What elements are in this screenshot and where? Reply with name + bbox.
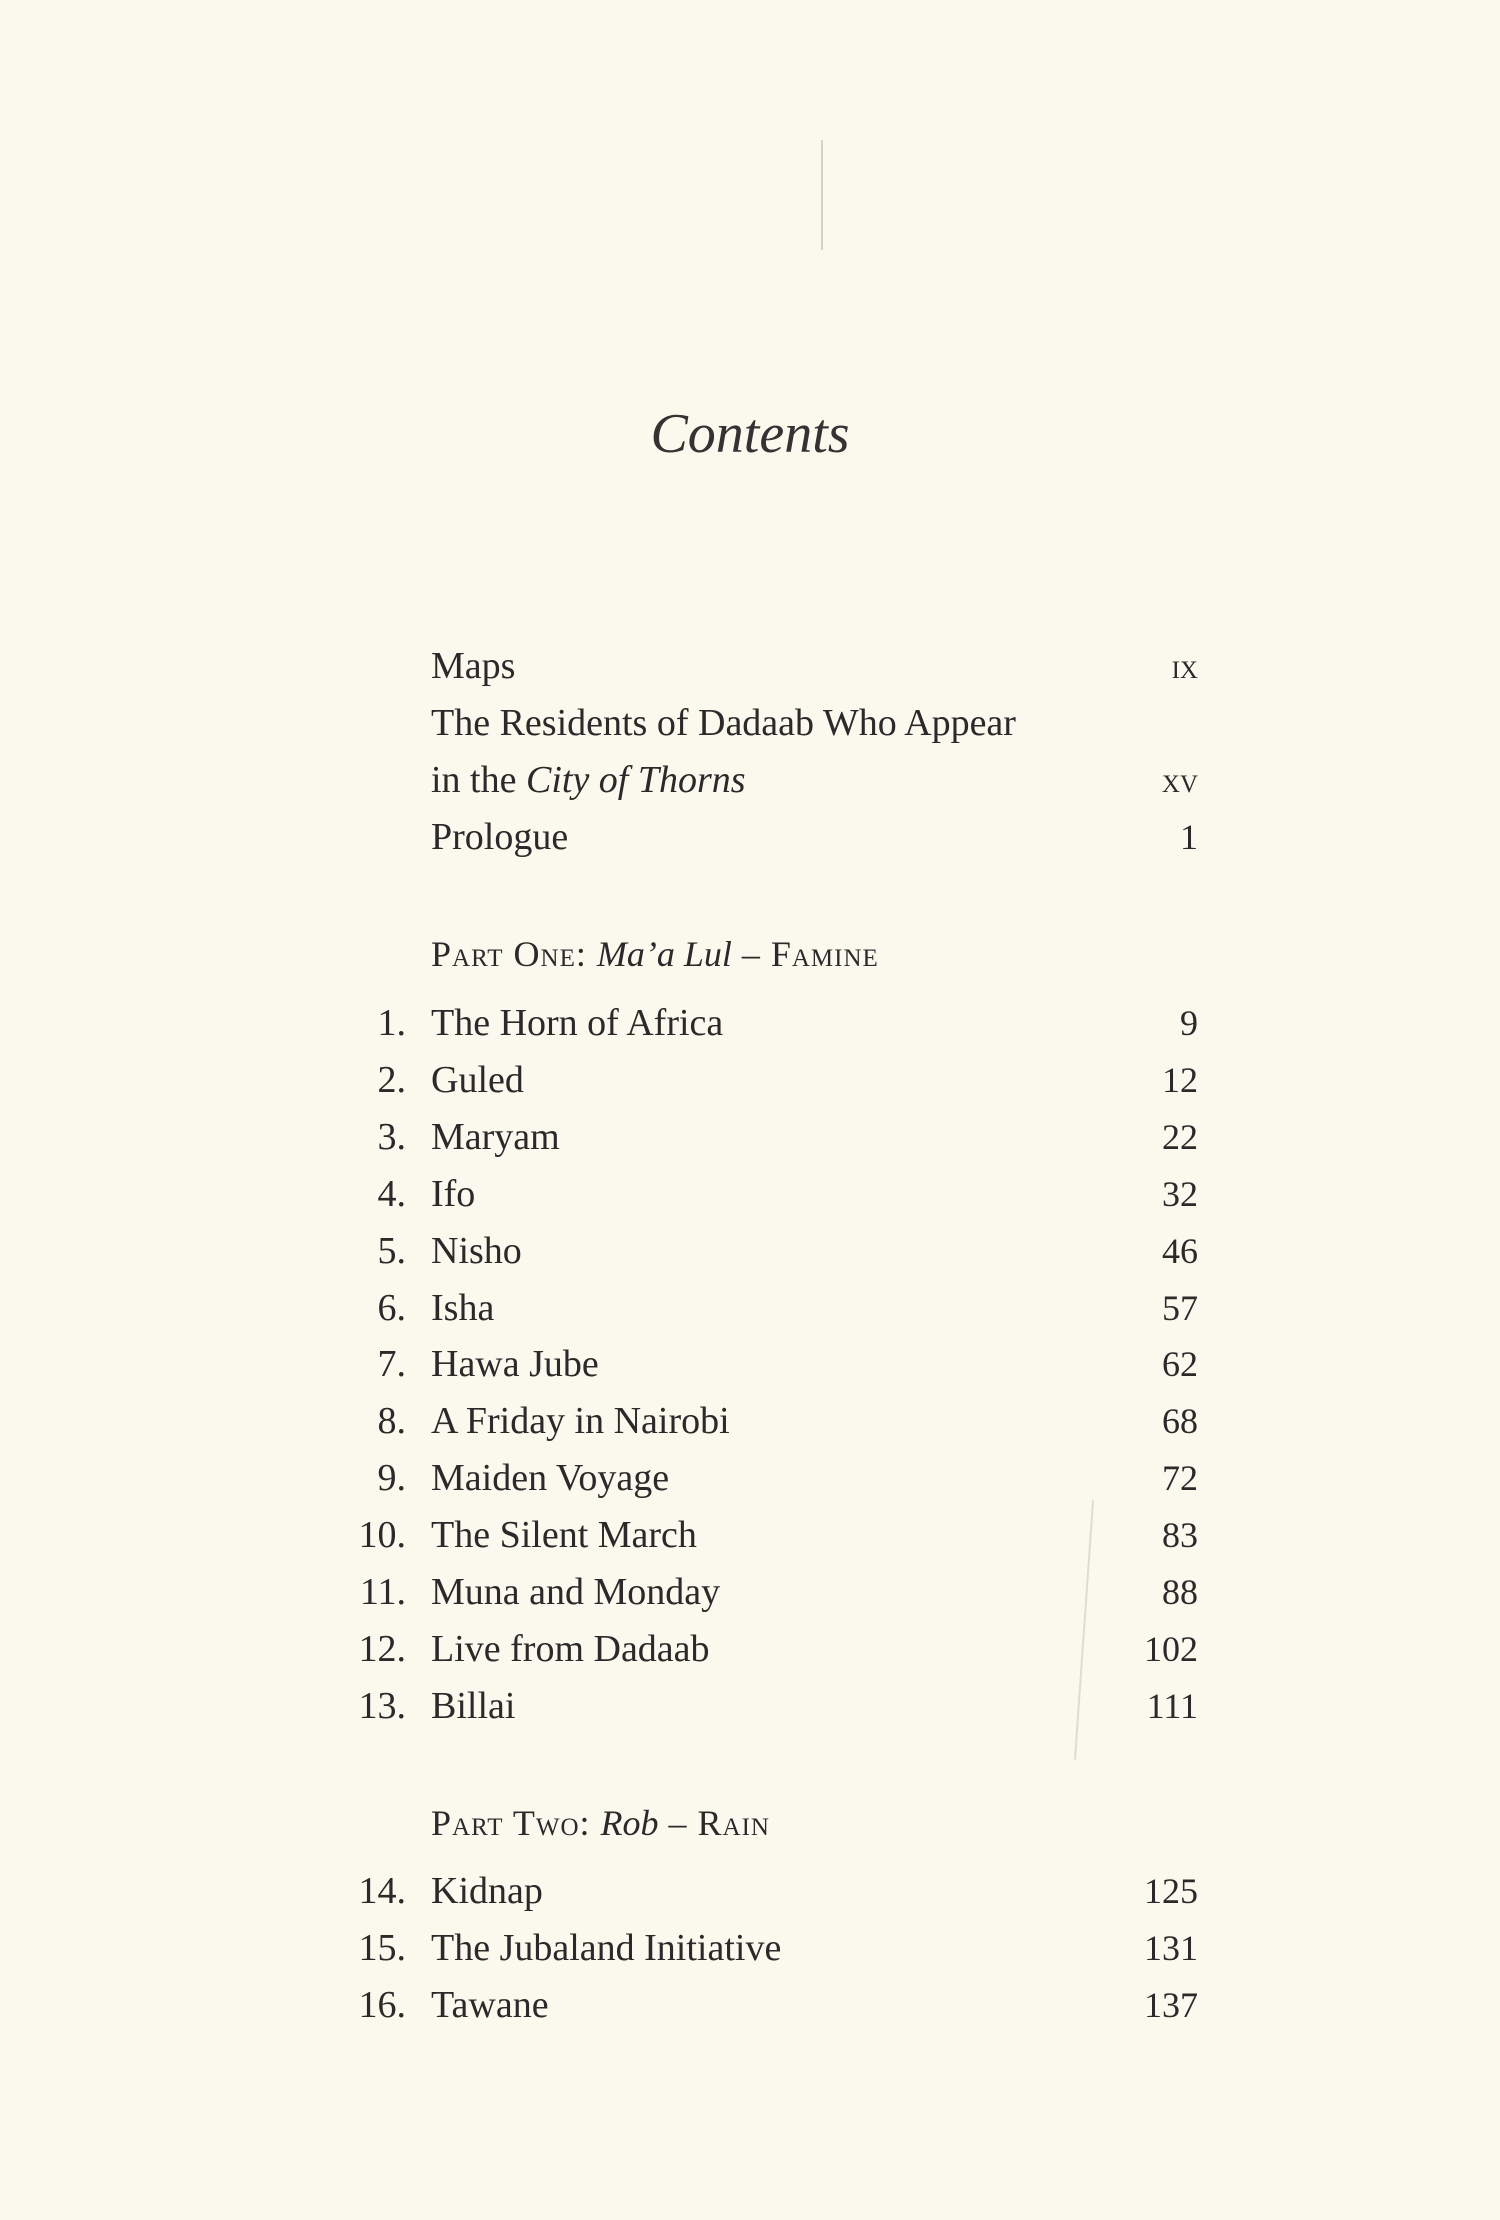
- chapter-page: 137: [1144, 1984, 1198, 2025]
- scan-mark: [821, 140, 823, 250]
- toc-entry-maps[interactable]: [0, 638, 1500, 695]
- chapter-number: 16.: [358, 1983, 406, 2026]
- chapter-title: Kidnap: [431, 1870, 543, 1912]
- entry-title: Prologue: [431, 816, 569, 858]
- chapter-title: Maiden Voyage: [431, 1457, 670, 1500]
- toc-entry-residents[interactable]: [0, 695, 1500, 752]
- toc-chapter-entry[interactable]: [0, 1223, 1500, 1280]
- chapter-page: 62: [1162, 1344, 1198, 1385]
- chapter-title: Isha: [431, 1286, 495, 1329]
- chapter-title: A Friday in Nairobi: [431, 1400, 730, 1443]
- toc-chapter-entry[interactable]: [0, 1977, 1500, 2034]
- chapter-number: 12.: [358, 1627, 406, 1670]
- toc-chapter-entry[interactable]: [0, 1450, 1500, 1507]
- part-one-heading[interactable]: Part One: Ma’a Lul – Famine: [431, 934, 879, 974]
- toc-chapter-entry[interactable]: [0, 995, 1500, 1052]
- entry-title: The Residents of Dadaab Who Appear: [431, 702, 1016, 744]
- chapter-page: 9: [1180, 1003, 1198, 1043]
- chapter-number: 3.: [377, 1115, 406, 1158]
- toc-chapter-entry[interactable]: [0, 1507, 1500, 1564]
- toc-chapter-entry[interactable]: [0, 1863, 1500, 1920]
- chapter-title: Maryam: [431, 1115, 560, 1158]
- chapter-page: 88: [1162, 1572, 1198, 1612]
- entry-page: ix: [1171, 646, 1198, 686]
- entry-title: Maps: [431, 645, 516, 687]
- contents-title: Contents: [650, 403, 850, 465]
- chapter-title: Tawane: [431, 1983, 549, 2026]
- chapter-title: The Jubaland Initiative: [431, 1926, 782, 1969]
- toc-chapter-entry[interactable]: [0, 1393, 1500, 1450]
- chapter-title: Guled: [431, 1058, 524, 1101]
- toc-chapter-entry[interactable]: [0, 1280, 1500, 1337]
- chapter-number: 6.: [377, 1286, 406, 1329]
- toc-chapter-entry[interactable]: [0, 1678, 1500, 1735]
- chapter-page: 68: [1162, 1401, 1198, 1442]
- chapter-page: 22: [1162, 1116, 1198, 1157]
- chapter-number: 2.: [377, 1058, 406, 1101]
- chapter-number: 8.: [377, 1400, 406, 1443]
- chapter-page: 32: [1162, 1173, 1198, 1214]
- chapter-page: 12: [1162, 1059, 1198, 1100]
- chapter-page: 131: [1144, 1927, 1198, 1968]
- toc-chapter-entry[interactable]: [0, 1052, 1500, 1109]
- chapter-page: 72: [1162, 1458, 1198, 1499]
- chapter-page: 46: [1162, 1230, 1198, 1271]
- chapter-title: The Horn of Africa: [431, 1002, 724, 1044]
- chapter-number: 13.: [358, 1684, 406, 1727]
- chapter-page: 102: [1144, 1628, 1198, 1669]
- entry-title: in the City of Thorns: [431, 759, 746, 801]
- part-two-heading[interactable]: Part Two: Rob – Rain: [431, 1803, 770, 1843]
- chapter-number: 7.: [377, 1343, 406, 1386]
- chapter-number: 1.: [377, 1002, 406, 1044]
- chapter-number: 10.: [358, 1514, 406, 1557]
- chapter-number: 4.: [377, 1172, 406, 1215]
- toc-chapter-entry[interactable]: [0, 1621, 1500, 1678]
- chapter-number: 5.: [377, 1229, 406, 1272]
- toc-entry-residents-continued[interactable]: [0, 752, 1500, 809]
- toc-chapter-entry[interactable]: [0, 1109, 1500, 1166]
- chapter-number: 14.: [358, 1870, 406, 1912]
- chapter-title: The Silent March: [431, 1514, 697, 1557]
- toc-chapter-entry[interactable]: [0, 1920, 1500, 1977]
- chapter-page: 111: [1146, 1685, 1198, 1726]
- chapter-number: 11.: [359, 1571, 406, 1613]
- chapter-title: Hawa Jube: [431, 1343, 599, 1386]
- chapter-title: Billai: [431, 1684, 516, 1727]
- chapter-title: Ifo: [431, 1172, 476, 1215]
- chapter-page: 125: [1144, 1871, 1198, 1911]
- chapter-title: Muna and Monday: [431, 1571, 721, 1613]
- entry-page: 1: [1180, 817, 1198, 857]
- toc-chapter-entry[interactable]: [0, 1336, 1500, 1393]
- entry-page: xv: [1161, 760, 1198, 800]
- chapter-page: 83: [1162, 1515, 1198, 1556]
- chapter-page: 57: [1162, 1287, 1198, 1328]
- chapter-title: Live from Dadaab: [431, 1627, 710, 1670]
- chapter-title: Nisho: [431, 1229, 522, 1272]
- chapter-number: 9.: [377, 1457, 406, 1500]
- toc-entry-prologue[interactable]: [0, 809, 1500, 866]
- chapter-number: 15.: [358, 1926, 406, 1969]
- toc-chapter-entry[interactable]: [0, 1166, 1500, 1223]
- toc-chapter-entry[interactable]: [0, 1564, 1500, 1621]
